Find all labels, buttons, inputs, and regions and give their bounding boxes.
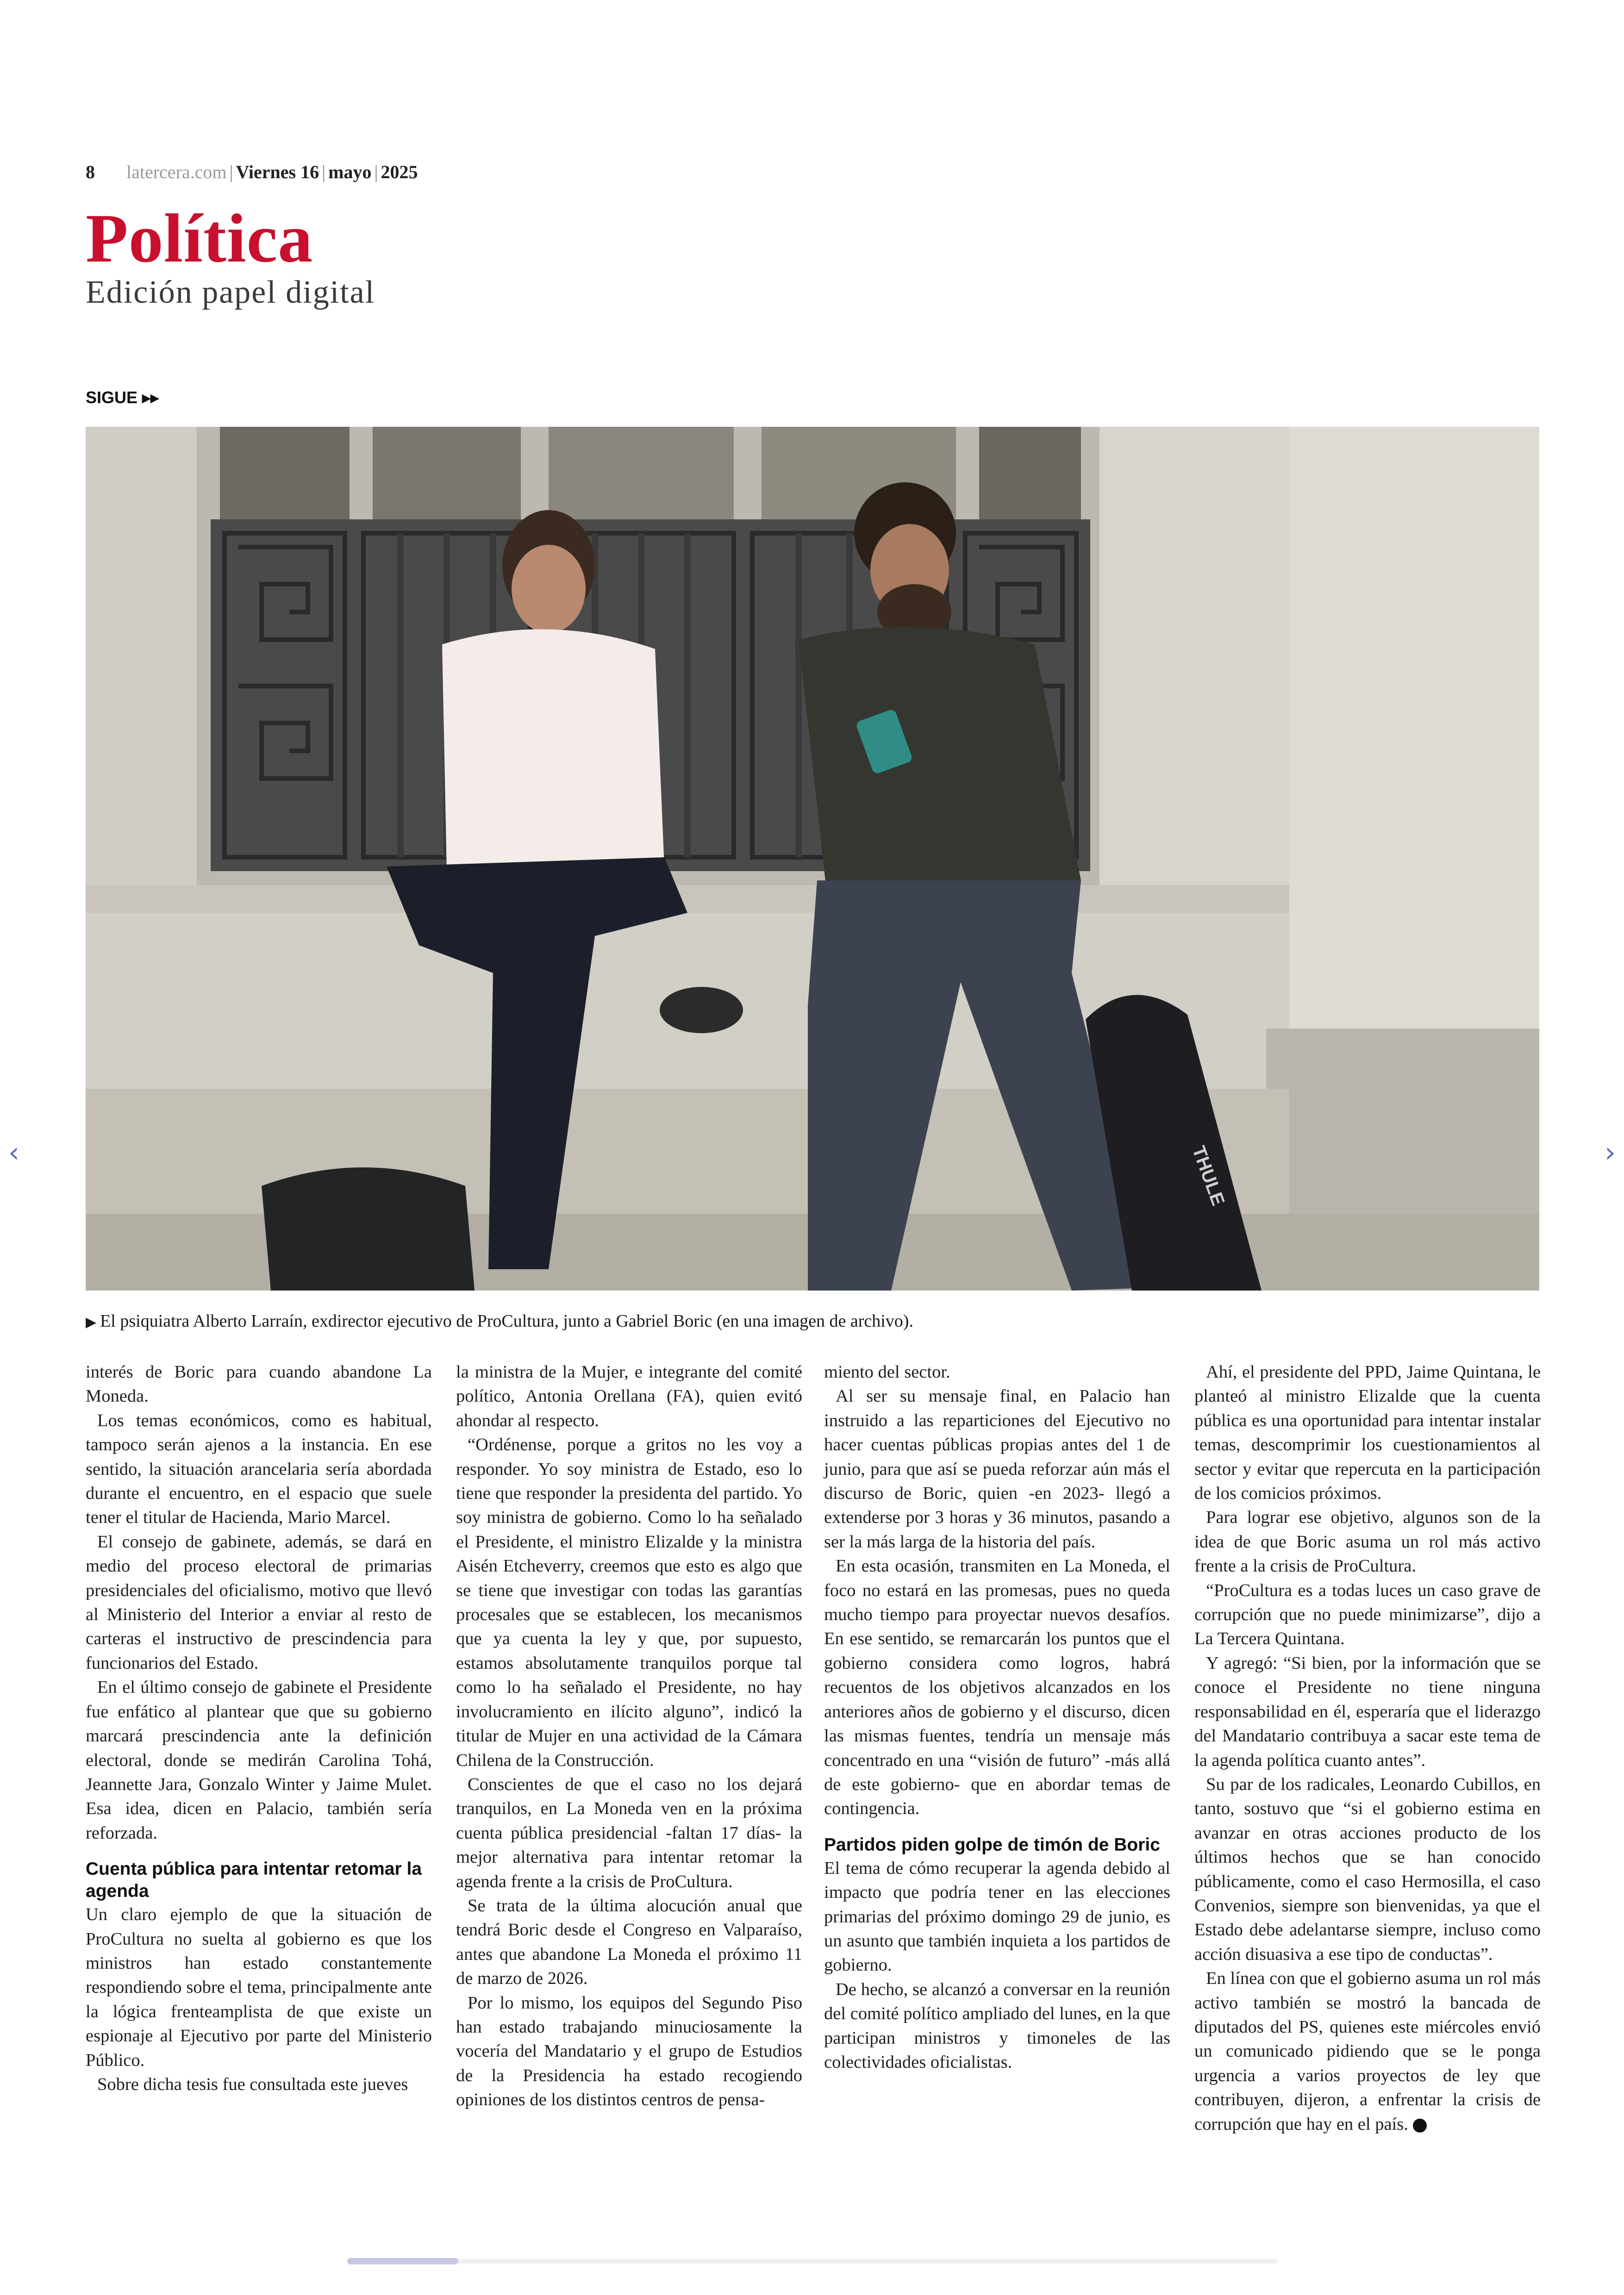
edition-subtitle: Edición papel digital — [86, 274, 375, 310]
paragraph: Sobre dicha tesis fue consultada este jueves — [97, 2074, 408, 2094]
continued-marker: SIGUE ▸▸ — [86, 388, 159, 407]
paragraph: De hecho, se alcanzó a conversar en la reunión del comité político ampliado del lunes, en la que participan ministros y timoneles de las colectividades oficialistas. — [824, 1979, 1170, 2072]
article-column-1 — [86, 1360, 432, 2096]
paragraph: Se trata de la última alocución anual que tendrá Boric desde el Congreso en Valparaíso, antes que abandone La Moneda el próximo 11 de marzo de 2026. — [456, 1896, 802, 1989]
photo-caption — [86, 1311, 1539, 1331]
paragraph: El consejo de gabinete, además, se dará en medio del proceso electoral de primarias presidenciales del oficialismo, motivo que llevó al Ministerio del Interior a enviar al resto de carteras el instructivo de prescindencia para funcionarios del Estado. — [86, 1532, 432, 1673]
paragraph: la ministra de la Mujer, e integrante del comité político, Antonia Orellana (FA), quien evitó ahondar al respecto. — [456, 1362, 802, 1430]
paragraph-last — [1194, 1966, 1541, 2136]
end-of-article-icon — [1413, 2119, 1427, 2133]
paragraph: Los temas económicos, como es habitual, tampoco serán ajenos a la instancia. En ese sentido, la situación arancelaria sería abordada durante el encuentro, en el espacio que suele tener el titular de Hacienda, Mario Marcel. — [86, 1410, 432, 1528]
paragraph-text: En línea con que el gobierno asuma un rol más activo también se mostró la bancada de diputados del PS, quienes este miércoles envió un comunicado pidiendo que se le ponga urgencia a varios proyectos de ley que contribuyen, dijeron, a enfrentar la crisis de corrupción que hay en el país. — [1194, 1969, 1541, 2134]
paragraph: Un claro ejemplo de que la situación de ProCultura no suelta al gobierno es que los ministros han estado constantemente respondiendo sobre el tema, principalmente ante la lógica frenteamplista de que existe un espionaje al Ejecutivo por parte del Ministerio Público. — [86, 1905, 432, 2070]
issue-year: 2025 — [381, 162, 418, 182]
paragraph: Por lo mismo, los equipos del Segundo Piso han estado trabajando minuciosamente la vocería del Mandatario y el grupo de Estudios de la Presidencia ha estado recogiendo opiniones de los distintos centros de pensa- — [456, 1993, 802, 2110]
paragraph: Conscientes de que el caso no los dejará tranquilos, en La Moneda ven en la próxima cuenta pública presidencial -faltan 17 días- la mejor alternativa para intentar retomar la agenda frente a la crisis de ProCultura. — [456, 1774, 802, 1891]
page-number: 8 — [86, 162, 95, 182]
caption-text: El psiquiatra Alberto Larraín, exdirector ejecutivo de ProCultura, junto a Gabriel Boric (en una imagen de archivo). — [100, 1311, 913, 1331]
paragraph: miento del sector. — [824, 1362, 950, 1382]
paragraph: interés de Boric para cuando abandone La Moneda. — [86, 1362, 432, 1406]
subheading: Cuenta pública para intentar retomar la agenda — [86, 1859, 422, 1902]
paragraph: El tema de cómo recuperar la agenda debido al impacto que podría tener en las elecciones primarias del próximo domingo 29 de junio, es un asunto que también inquieta a los partidos de gobierno. — [824, 1858, 1170, 1975]
paragraph: Y agregó: “Si bien, por la información que se conoce el Presidente no tiene ninguna responsabilidad en él, esperaría que el liderazgo del Mandatario contribuya a sacar este tema de la agenda política cuanto antes”. — [1194, 1653, 1541, 1770]
horizontal-scrollbar-thumb[interactable] — [347, 2258, 458, 2264]
paragraph: Su par de los radicales, Leonardo Cubillos, en tanto, sostuvo que “si el gobierno estima en avanzar en otras acciones producto de los últimos hechos que se han conocido públicamente, como el caso Hermosilla, el caso Convenios, siempre son bienvenidas, ya que el Estado debe adelantarse siempre, incluso como acción disuasiva a ese tipo de conductas”. — [1194, 1774, 1541, 1964]
backpack-brand: THULE — [1188, 1143, 1229, 1209]
prev-page-arrow-icon[interactable]: ‹ — [8, 1136, 19, 1169]
caption-arrow-icon: ▶ — [86, 1315, 97, 1330]
horizontal-scrollbar-track[interactable] — [347, 2259, 1278, 2264]
subheading: Partidos piden golpe de timón de Boric — [824, 1834, 1160, 1855]
paragraph: “Ordénense, porque a gritos no les voy a responder. Yo soy ministra de Estado, eso lo tiene que responder la presidenta del partido. Yo soy ministra de gobierno. Como lo ha señalado el Presidente, el ministro Elizalde y la ministra Aisén Etcheverry, creemos que esto es algo que se tiene que investigar con todas las garantías procesales que se establecen, los mecanismos que ya cuenta la ley y que, por supuesto, estamos absolutamente tranquilos porque tal como lo ha señalado el Presidente, no hay involucramiento en ilícito alguno”, indicó la titular de Mujer en una actividad de la Cámara Chilena de la Construcción. — [456, 1435, 802, 1770]
paragraph: En el último consejo de gabinete el Presidente fue enfático al plantear que que su gobierno marcará prescindencia ante la definición electoral, donde se medirán Carolina Tohá, Jeannette Jara, Gonzalo Winter y Jaime Mulet. Esa idea, dicen en Palacio, también sería reforzada. — [86, 1678, 432, 1843]
article-column-4 — [1194, 1360, 1541, 2136]
article-column-3 — [824, 1360, 1170, 2074]
issue-month: mayo — [328, 162, 372, 182]
paragraph: En esta ocasión, transmiten en La Moneda, el foco no estará en las promesas, pues no queda mucho tiempo para proyectar nuevos desafíos. En ese sentido, se remarcarán los puntos que el gobierno considera como logros, habrá recuentos de los objetivos alcanzados en los anteriores años de gobierno y el discurso, dicen las mismas fuentes, tendría un mensaje más concentrado en una “visión de futuro” -más allá de este gobierno- que en abordar temas de contingencia. — [824, 1556, 1170, 1819]
section-title: Política — [86, 200, 313, 277]
paragraph: Al ser su mensaje final, en Palacio han instruido a las reparticiones del Ejecutivo no hacer cuentas públicas propias antes del 1 de junio, para que así se pueda reforzar aún más el discurso de Boric, quien -en 2023- llegó a extenderse por 3 horas y 36 minutos, pasando a ser la más larga de la historia del país. — [824, 1386, 1170, 1552]
page-header: 8 latercera.com | Viernes 16 | mayo | 2025 — [86, 162, 418, 182]
next-page-arrow-icon[interactable]: › — [1605, 1136, 1616, 1169]
paragraph: “ProCultura es a todas luces un caso grave de corrupción que no puede minimizarse”, dijo a La Tercera Quintana. — [1194, 1580, 1541, 1649]
article-photo — [86, 427, 1539, 1291]
paragraph: Ahí, el presidente del PPD, Jaime Quintana, le planteó al ministro Elizalde que la cuenta pública es una oportunidad para intentar instalar temas, descomprimir los cuestionamientos al sector y evitar que repercuta en la participación de los comicios próximos. — [1194, 1362, 1541, 1503]
paragraph: Para lograr ese objetivo, algunos son de la idea de que Boric asuma un rol más activo frente a la crisis de ProCultura. — [1194, 1508, 1541, 1576]
article-column-2 — [456, 1360, 802, 2112]
site-name[interactable]: latercera.com — [126, 162, 227, 182]
issue-day: Viernes 16 — [236, 162, 319, 182]
